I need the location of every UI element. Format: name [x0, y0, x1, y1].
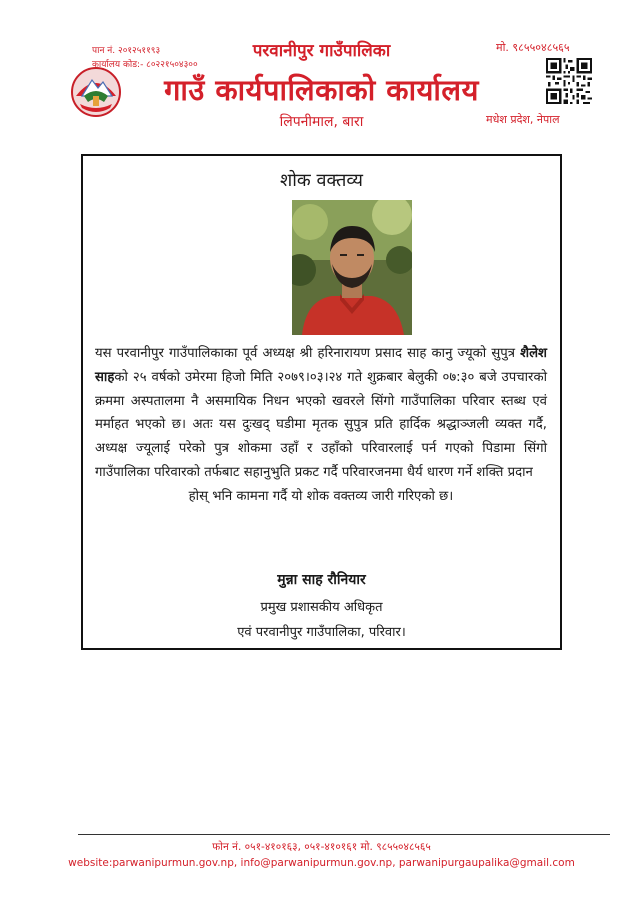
footer-divider	[78, 834, 610, 835]
province-label: मधेश प्रदेश, नेपाल	[486, 113, 560, 126]
notice-body-closing: होस् भनि कामना गर्दै यो शोक वक्तव्य जारी गरिएको छ।	[188, 488, 454, 504]
deceased-name: शैलेश साह	[95, 346, 547, 385]
header-mobile: मो. ९८५५०४८५६५	[496, 41, 570, 54]
notice-body-intro: यस परवानीपुर गाउँपालिकाका पूर्व अध्यक्ष श्री हरिनारायण प्रसाद साह कानु ज्यूको सुपुत्र	[95, 346, 521, 361]
notice-body	[95, 342, 547, 509]
notice-title: शोक वक्तव्य	[280, 170, 363, 191]
footer-web-contacts[interactable]: website:parwanipurmun.gov.np, info@parwanipurmun.gov.np, parwanipurgaupalika@gmail.com	[68, 857, 575, 869]
signatory-name: मुन्ना साह रौनियार	[277, 572, 366, 588]
nepal-emblem-icon	[70, 66, 122, 118]
notice-body-main: को २५ वर्षको उमेरमा हिजो मिति २०७९।०३।२४ गते शुक्रबार बेलुकी ०७:३० बजे उपचारको क्रममा अस्पतालमा नै असमायिक निधन भएको खवरले सिंगो गाउँपालिका परिवार स्तब्ध एवं मर्माहत भएको छ। अतः यस दुःखद् घडीमा मृतक सुपुत्र प्रति हार्दिक श्रद्धाञ्जली व्यक्त गर्दै, अध्यक्ष ज्यूलाई परेको पुत्र शोकमा उहाँ र उहाँको परिवारलाई पर्न गएको पिडामा सिंगो गाउँपालिका परिवारको तर्फबाट सहानुभुति प्रकट गर्दै परिवारजनमा धैर्य धारण गर्ने शक्ति प्रदान	[95, 369, 547, 480]
qr-code-icon[interactable]	[546, 58, 592, 104]
signatory-title: प्रमुख प्रशासकीय अधिकृत	[260, 600, 383, 615]
office-location: लिपनीमाल, बारा	[279, 114, 364, 130]
signatory-organization: एवं परवानीपुर गाउँपालिका, परिवार।	[237, 625, 406, 640]
letter-number: पान नं. २०१२५११९३	[92, 46, 161, 56]
deceased-portrait-photo	[292, 200, 412, 335]
municipality-name: परवानीपुर गाउँपालिका	[252, 41, 391, 61]
office-code: कार्यालय कोड:- ८०२२१५०४३००	[92, 60, 198, 70]
footer-phone-numbers: फोन नं. ०५१-४१०१६३, ०५१-४१०१६१ मो. ९८५५०४८५६५	[212, 841, 431, 853]
office-title: गाउँ कार्यपालिकाको कार्यालय	[164, 73, 479, 107]
condolence-notice-box	[81, 154, 562, 650]
